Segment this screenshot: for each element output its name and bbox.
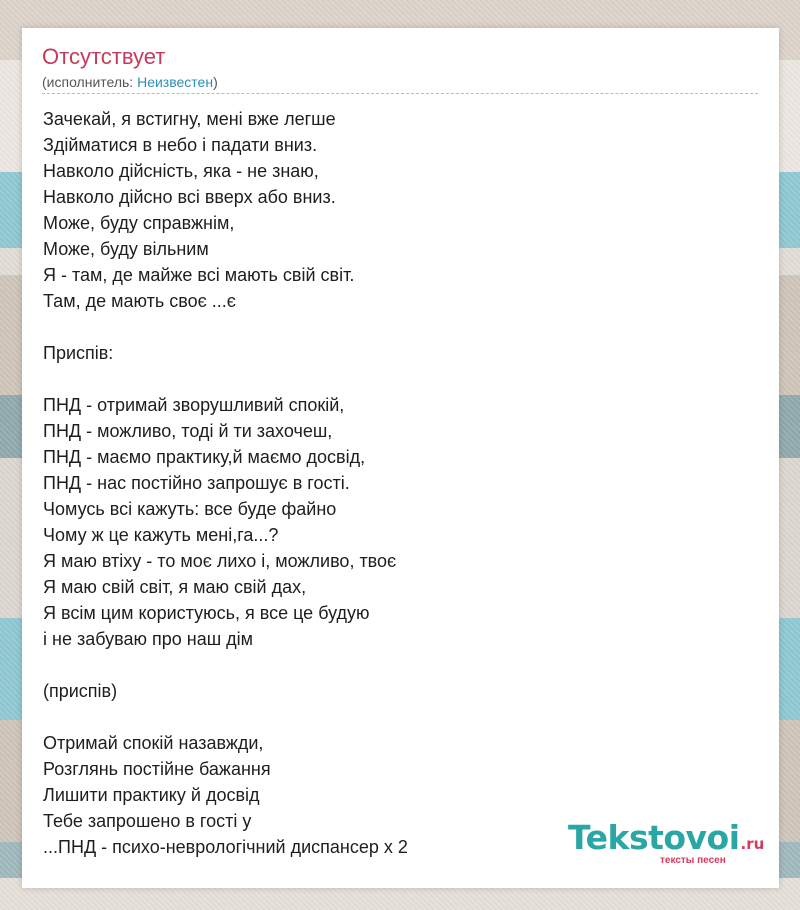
lyrics-card bbox=[22, 28, 779, 888]
lyric-line bbox=[43, 704, 759, 730]
lyric-line: Зачекай, я встигну, мені вже легше bbox=[43, 109, 336, 129]
lyric-line: Може, буду вільним bbox=[43, 239, 209, 259]
lyrics-text bbox=[43, 106, 759, 860]
artist-suffix: ) bbox=[213, 74, 218, 90]
lyric-line: Я маю втіху - то моє лихо і, можливо, твоє bbox=[43, 551, 397, 571]
lyric-line: ПНД - нас постійно запрошує в гості. bbox=[43, 473, 350, 493]
lyric-line: Навколо дійсність, яка - не знаю, bbox=[43, 161, 319, 181]
title-divider bbox=[42, 93, 758, 94]
lyric-line: Здійматися в небо і падати вниз. bbox=[43, 135, 318, 155]
lyric-line: Я всім цим користуюсь, я все це будую bbox=[43, 603, 370, 623]
logo-tagline: тексты песен bbox=[660, 855, 726, 866]
site-logo[interactable] bbox=[568, 818, 774, 888]
artist-prefix: (исполнитель: bbox=[42, 74, 138, 90]
logo-tld: .ru bbox=[740, 835, 765, 853]
artist-line bbox=[42, 73, 218, 91]
lyric-line bbox=[43, 652, 759, 678]
artist-link[interactable]: Неизвестен bbox=[137, 74, 214, 90]
lyric-line: ПНД - маємо практику,й маємо досвід, bbox=[43, 447, 366, 467]
lyric-line: Чому ж це кажуть мені,га...? bbox=[43, 525, 279, 545]
lyric-line bbox=[43, 366, 759, 392]
lyric-line: Навколо дійсно всі вверх або вниз. bbox=[43, 187, 336, 207]
lyric-line: ...ПНД - психо-неврологічний диспансер х 2 bbox=[43, 837, 408, 857]
lyric-line: Я - там, де майже всі мають свій світ. bbox=[43, 265, 355, 285]
lyric-line: і не забуваю про наш дім bbox=[43, 629, 254, 649]
lyric-line: ПНД - отримай зворушливий спокій, bbox=[43, 395, 345, 415]
lyric-line: Лишити практику й досвід bbox=[43, 785, 260, 805]
lyric-line: Може, буду справжнім, bbox=[43, 213, 235, 233]
lyric-line bbox=[43, 314, 759, 340]
lyric-line: Приспів: bbox=[43, 343, 114, 363]
logo-name: Tekstovoi bbox=[568, 818, 740, 857]
lyric-line: ПНД - можливо, тоді й ти захочеш, bbox=[43, 421, 333, 441]
lyric-line: Я маю свій світ, я маю свій дах, bbox=[43, 577, 307, 597]
lyric-line: Там, де мають своє ...є bbox=[43, 291, 236, 311]
song-title: Отсутствует bbox=[42, 44, 166, 69]
lyric-line: Тебе запрошено в гості у bbox=[43, 811, 252, 831]
lyric-line: Отримай спокій назавжди, bbox=[43, 733, 264, 753]
lyric-line: Розглянь постійне бажання bbox=[43, 759, 271, 779]
lyric-line: (приспів) bbox=[43, 681, 118, 701]
lyric-line: Чомусь всі кажуть: все буде файно bbox=[43, 499, 337, 519]
